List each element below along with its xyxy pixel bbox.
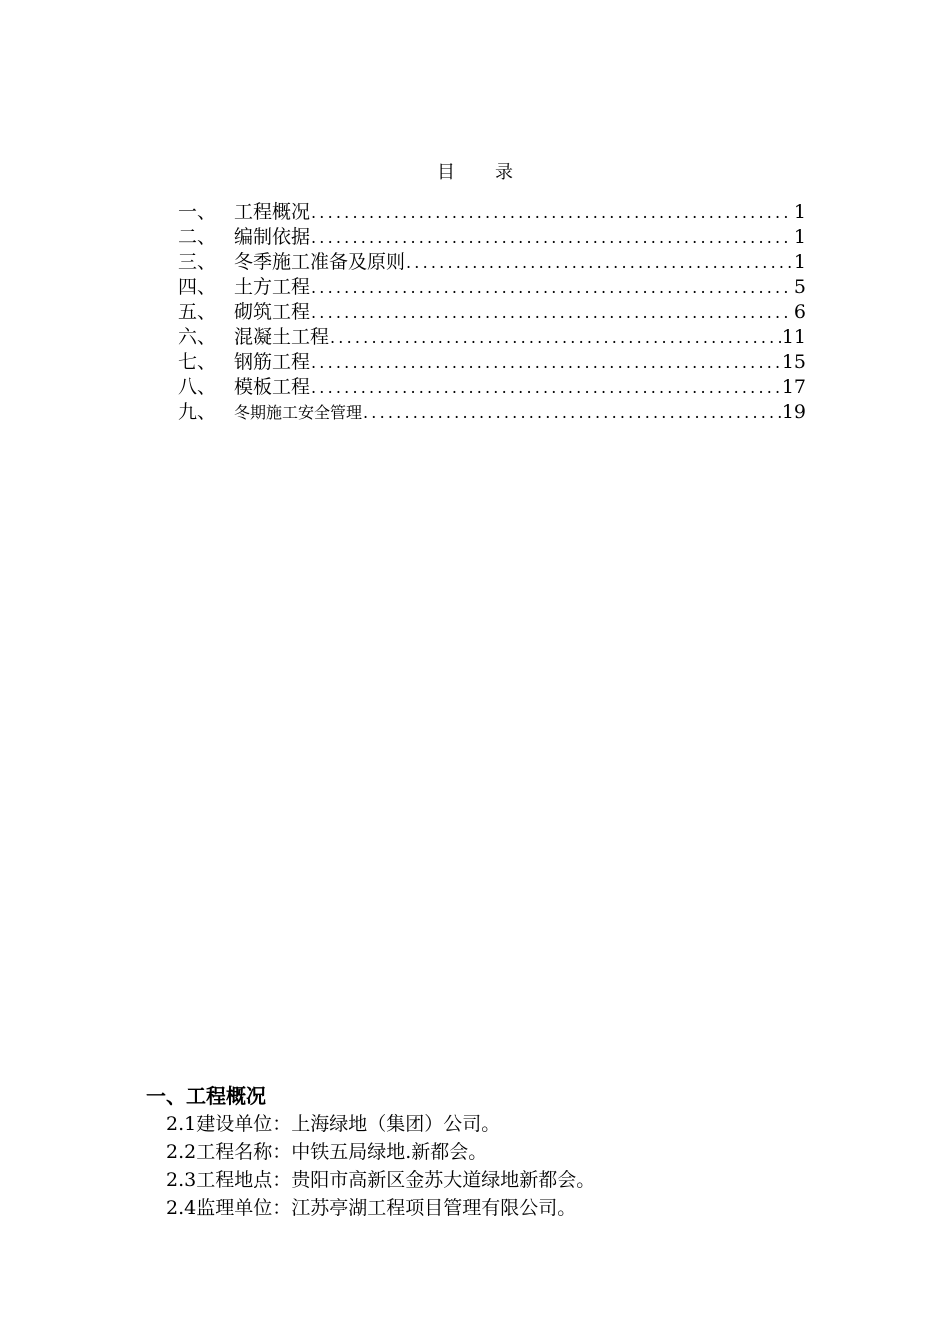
toc-entry-page: 17 (781, 376, 806, 398)
table-of-contents (178, 200, 806, 425)
toc-entry-page: 11 (781, 326, 806, 348)
toc-entry[interactable] (178, 400, 806, 425)
section-heading: 一、工程概况 (146, 1084, 266, 1108)
toc-leader-dots (311, 300, 793, 325)
toc-title-right: 录 (495, 162, 513, 183)
toc-entry-label: 钢筋工程 (234, 351, 311, 373)
toc-leader-dots (311, 225, 793, 250)
toc-entry[interactable] (178, 200, 806, 225)
toc-entry-page: 1 (793, 251, 806, 273)
overview-line-project-location: 2.3工程地点：贵阳市高新区金苏大道绿地新都会。 (166, 1169, 596, 1191)
toc-entry[interactable] (178, 350, 806, 375)
toc-entry-number: 一、 (178, 201, 217, 223)
toc-entry-label: 编制依据 (234, 226, 311, 248)
toc-entry[interactable] (178, 300, 806, 325)
toc-entry-number: 二、 (178, 226, 217, 248)
toc-entry-label: 土方工程 (234, 276, 311, 298)
toc-entry-number: 六、 (178, 326, 217, 348)
toc-title (0, 160, 950, 186)
toc-entry-page: 1 (793, 226, 806, 248)
toc-leader-dots (311, 275, 793, 300)
toc-entry-page: 5 (793, 276, 806, 298)
toc-entry[interactable] (178, 375, 806, 400)
toc-leader-dots (330, 325, 781, 350)
toc-entry-label: 砌筑工程 (234, 301, 311, 323)
toc-entry-number: 五、 (178, 301, 217, 323)
toc-entry[interactable] (178, 325, 806, 350)
section-project-overview (146, 1082, 846, 1222)
toc-entry-label: 混凝土工程 (234, 326, 330, 348)
toc-entry-page: 19 (781, 401, 806, 423)
toc-entry-label: 模板工程 (234, 376, 311, 398)
toc-entry-label: 工程概况 (234, 201, 311, 223)
toc-entry-page: 6 (793, 301, 806, 323)
toc-entry[interactable] (178, 225, 806, 250)
toc-entry[interactable] (178, 275, 806, 300)
toc-entry-page: 1 (793, 201, 806, 223)
toc-entry-number: 七、 (178, 351, 217, 373)
toc-entry-number: 三、 (178, 251, 217, 273)
toc-entry-label: 冬季施工准备及原则 (234, 251, 406, 273)
toc-entry-number: 八、 (178, 376, 217, 398)
toc-title-left: 目 (437, 162, 455, 183)
toc-leader-dots (311, 350, 781, 375)
toc-entry-number: 九、 (178, 401, 217, 423)
toc-entry[interactable] (178, 250, 806, 275)
toc-entry-label: 冬期施工安全管理 (234, 403, 363, 422)
toc-entry-page: 15 (781, 351, 806, 373)
toc-entry-number: 四、 (178, 276, 217, 298)
toc-leader-dots (311, 375, 781, 400)
toc-leader-dots (406, 250, 793, 275)
toc-leader-dots (311, 200, 793, 225)
overview-line-supervision-unit: 2.4监理单位：江苏亭湖工程项目管理有限公司。 (166, 1197, 577, 1219)
overview-line-construction-unit: 2.1建设单位：上海绿地（集团）公司。 (166, 1113, 501, 1135)
toc-leader-dots (363, 400, 781, 425)
overview-line-project-name: 2.2工程名称：中铁五局绿地.新都会。 (166, 1141, 488, 1163)
